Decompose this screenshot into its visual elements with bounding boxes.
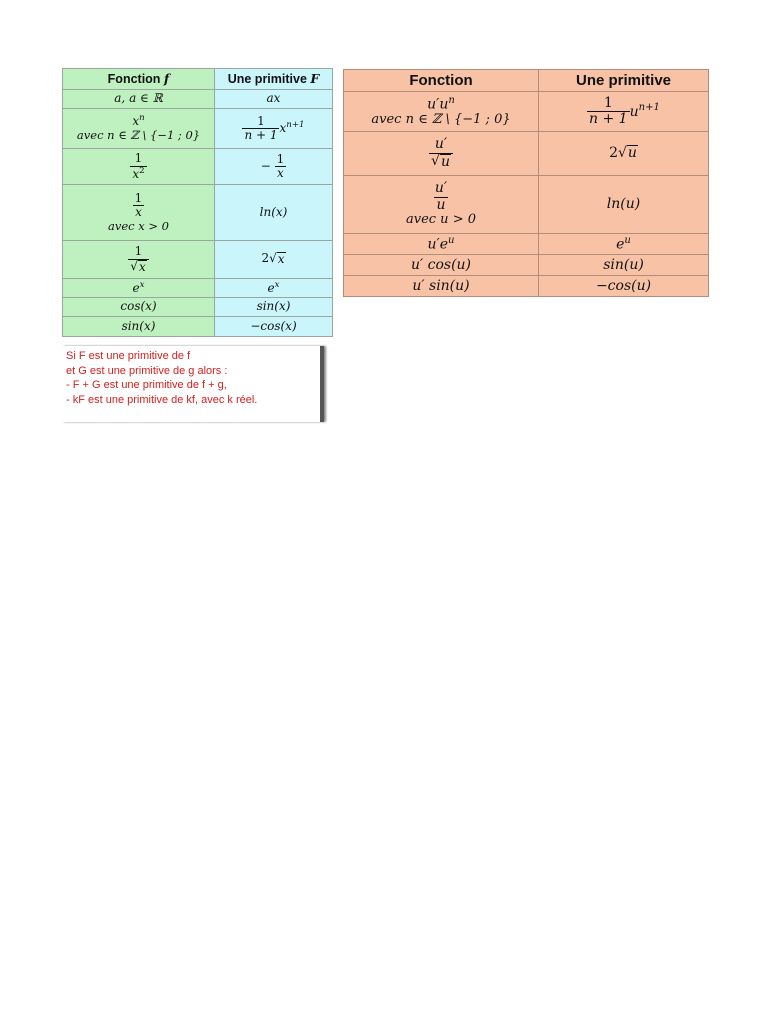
linearity-rules-box: [62, 346, 324, 422]
table-row: [63, 149, 333, 185]
table-row: [63, 241, 333, 279]
table-row: [63, 317, 333, 337]
function-cell: $e^x$: [63, 279, 215, 298]
primitive-cell: −cos(x): [215, 317, 333, 337]
primitive-cell: $e^u$: [539, 234, 709, 255]
header-var: f: [163, 70, 170, 86]
function-cell: 1 √ x: [63, 241, 215, 279]
rule-line: - F + G est une primitive de f + g,: [66, 379, 227, 392]
function-cell: $\frac{u'}{u}$ avec u > 0: [344, 176, 539, 234]
table-header-row: [344, 70, 709, 92]
table-row: [344, 176, 709, 234]
function-cell: u′ cos(u): [344, 255, 539, 276]
function-cell: $x^n$ avec n ∈ ℤ \ {−1 ; 0}: [63, 109, 215, 149]
left-primitives-table-container: [62, 68, 332, 337]
table-row: [344, 132, 709, 176]
primitive-cell: ln(u): [539, 176, 709, 234]
table-row: [344, 234, 709, 255]
header-var: F: [310, 70, 320, 86]
primitive-cell: sin(x): [215, 298, 333, 317]
primitive-cell: $\frac{1}{n + 1}$ $u^{n+1}$: [539, 92, 709, 132]
rule-line: - kF est une primitive de kf, avec k réel.: [66, 393, 258, 406]
table-row: [344, 255, 709, 276]
header-une-primitive: [215, 69, 333, 90]
primitive-cell: sin(u): [539, 255, 709, 276]
table-header-row: [63, 69, 333, 90]
primitive-cell: $e^x$: [215, 279, 333, 298]
header-une-primitive: Une primitive: [539, 70, 709, 92]
function-cell: sin(x): [63, 317, 215, 337]
table-row: [63, 185, 333, 241]
table-row: [344, 276, 709, 297]
table-row: [63, 109, 333, 149]
table-row: [63, 90, 333, 109]
right-primitives-table: [343, 69, 709, 297]
rule-line: Si F est une primitive de f: [66, 350, 191, 362]
header-text: Fonction: [107, 71, 161, 86]
primitive-cell: 2 √ x: [215, 241, 333, 279]
primitive-cell: 2 √ u: [539, 132, 709, 176]
rule-line: et G est une primitive de g alors :: [66, 364, 228, 377]
function-cell: u′ √ u: [344, 132, 539, 176]
primitive-cell: −cos(u): [539, 276, 709, 297]
header-text: Une primitive: [227, 71, 307, 86]
function-cell: u′ sin(u): [344, 276, 539, 297]
function-cell: $u'e^u$: [344, 234, 539, 255]
right-primitives-table-container: [343, 69, 708, 297]
table-row: [63, 298, 333, 317]
primitive-cell: − $\frac{1}{x}$: [215, 149, 333, 185]
primitive-cell: ln(x): [215, 185, 333, 241]
function-cell: $\frac{1}{x}$ avec x > 0: [63, 185, 215, 241]
primitive-cell: $\frac{1}{n + 1}$ $x^{n+1}$: [215, 109, 333, 149]
table-row: [344, 92, 709, 132]
table-row: [63, 279, 333, 298]
primitive-cell: ax: [215, 90, 333, 109]
function-cell: cos(x): [63, 298, 215, 317]
function-cell: a, a ∈ ℝ: [63, 90, 215, 109]
function-cell: $\frac{1}{x^2}$: [63, 149, 215, 185]
header-fonction: [63, 69, 215, 90]
function-cell: $u'u^n$ avec n ∈ ℤ \ {−1 ; 0}: [344, 92, 539, 132]
left-primitives-table: [62, 68, 333, 337]
header-fonction: Fonction: [344, 70, 539, 92]
